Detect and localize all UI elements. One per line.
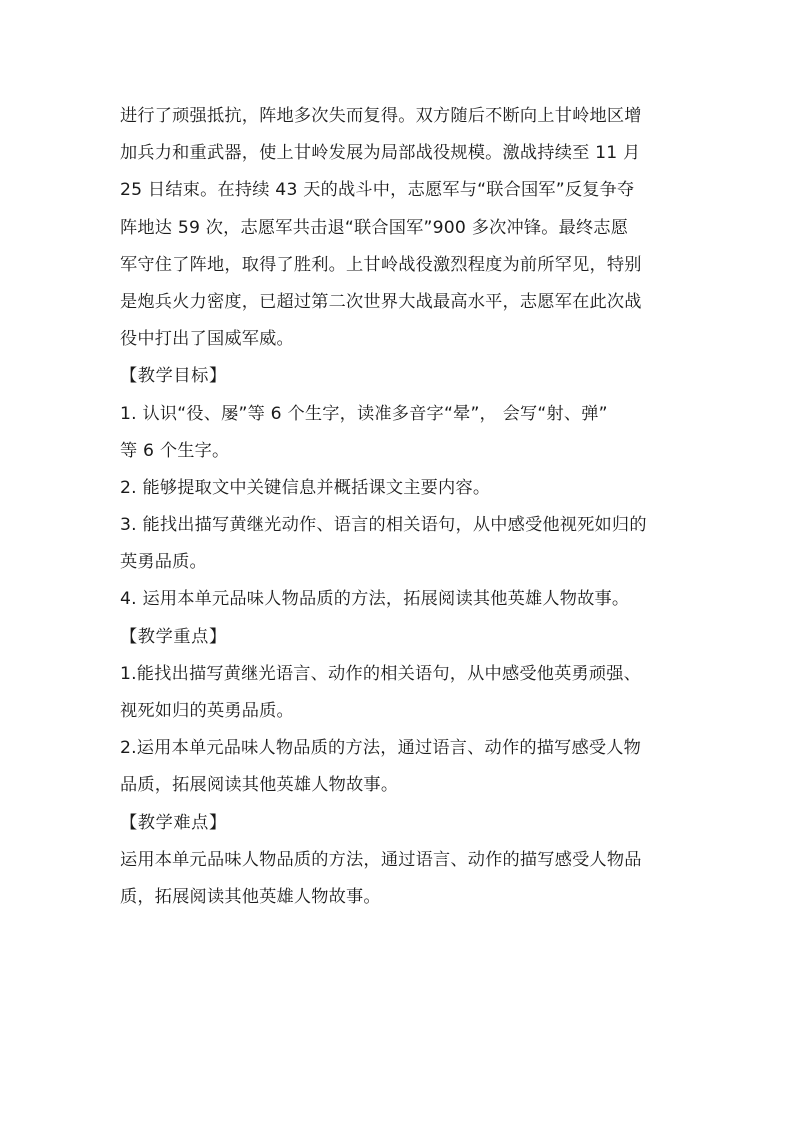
key-points-heading: 【教学重点】 — [120, 626, 227, 647]
text-line: 1.能找出描写黄继光语言、动作的相关语句，从中感受他英勇顽强、 — [120, 663, 642, 684]
text-line: 是炮兵火力密度，已超过第二次世界大战最高水平，志愿军在此次战 — [120, 291, 642, 312]
text-line: 军守住了阵地，取得了胜利。上甘岭战役激烈程度为前所罕见，特别 — [120, 254, 642, 275]
text-line: 1. 认识“役、屡”等 6 个生字，读准多音字“晕”， 会写“射、弹” — [120, 403, 608, 424]
difficulties-heading: 【教学难点】 — [120, 812, 227, 833]
text-line: 2.运用本单元品味人物品质的方法，通过语言、动作的描写感受人物 — [120, 738, 642, 759]
document-body — [120, 98, 690, 916]
text-line: 等 6 个生字。 — [120, 440, 230, 461]
text-line: 阵地达 59 次，志愿军共击退“联合国军”900 多次冲锋。最终志愿 — [120, 217, 629, 238]
text-line: 进行了顽强抵抗，阵地多次失而复得。双方随后不断向上甘岭地区增 — [120, 106, 642, 126]
text-line: 2. 能够提取文中关键信息并概括课文主要内容。 — [120, 477, 491, 498]
text-line: 视死如归的英勇品质。 — [120, 701, 294, 721]
text-line: 品质，拓展阅读其他英雄人物故事。 — [120, 775, 399, 796]
background-paragraph — [120, 98, 690, 358]
text-line: 英勇品质。 — [120, 552, 207, 573]
objectives-heading: 【教学目标】 — [120, 366, 227, 387]
difficulties-section — [120, 805, 690, 917]
objectives-section — [120, 358, 690, 618]
text-line: 4. 运用本单元品味人物品质的方法，拓展阅读其他英雄人物故事。 — [120, 589, 630, 610]
text-line: 3. 能找出描写黄继光动作、语言的相关语句，从中感受他视死如归的 — [120, 515, 647, 536]
text-line: 质，拓展阅读其他英雄人物故事。 — [120, 886, 381, 907]
text-line: 25 日结束。在持续 43 天的战斗中，志愿军与“联合国军”反复争夺 — [120, 180, 635, 201]
key-points-section — [120, 619, 690, 805]
text-line: 役中打出了国威军威。 — [120, 329, 294, 350]
text-line: 加兵力和重武器，使上甘岭发展为局部战役规模。激战持续至 11 月 — [120, 143, 641, 164]
text-line: 运用本单元品味人物品质的方法，通过语言、动作的描写感受人物品 — [120, 849, 642, 870]
